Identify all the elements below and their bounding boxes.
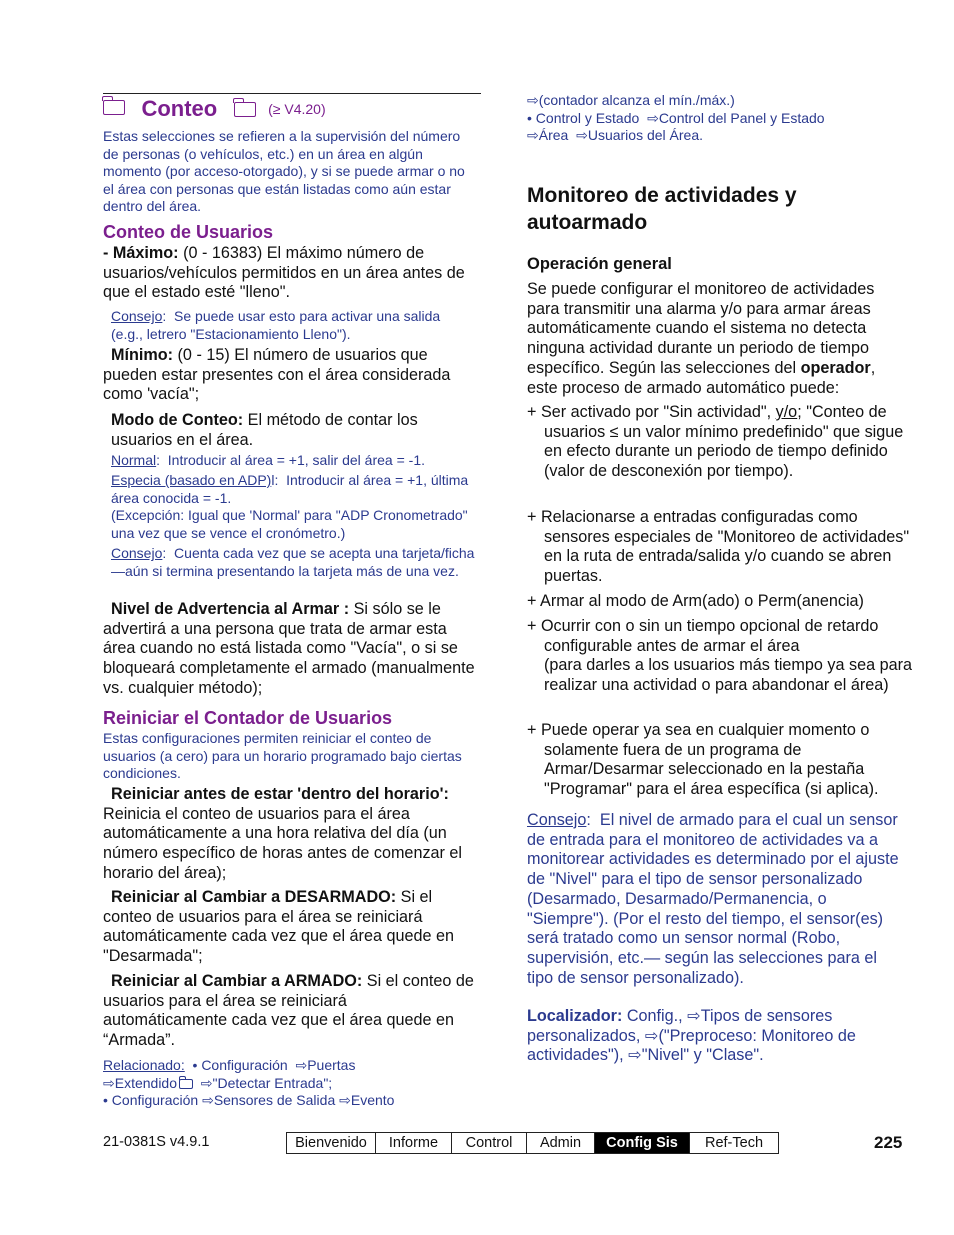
exception-text: (Excepción: Igual que 'Normal' para "ADP Cronometrado" una vez que se vence el cronómetro.) — [111, 507, 468, 541]
arrow-icon: ⇨ — [202, 1092, 214, 1108]
normal-label: Normal — [111, 452, 157, 468]
mode-setting — [111, 411, 475, 450]
max-label: Máximo: — [112, 244, 179, 262]
normal-text: Introducir al área = +1, salir del área = -1. — [167, 452, 425, 468]
footer-nav — [286, 1132, 779, 1154]
tip-1: Consejo: Se puede usar esto para activar una salida (e.g., letrero "Estacionamiento Lleno"). — [111, 308, 441, 342]
top-links: ⇨(contador alcanza el mín./máx.) • Control y Estado ⇨Control del Panel y Estado ⇨Área ⇨Usuarios del Área. — [527, 92, 825, 143]
top-link[interactable]: Control del Panel y Estado — [658, 109, 825, 126]
related-link[interactable]: Puertas — [307, 1057, 356, 1073]
mode-label: Modo de Conteo: — [111, 411, 244, 429]
reset-schedule-setting — [103, 785, 475, 884]
bullet-text: + Ocurrir con o sin un tiempo opcional de retardo configurable antes de armar el área — [527, 617, 879, 655]
related-link[interactable]: "Detectar Entrada"; — [212, 1074, 333, 1091]
warn-label: Nivel de Advertencia al Armar : — [111, 600, 350, 618]
bullet-item: + Armar al modo de Arm(ado) o Perm(anencia) — [527, 592, 864, 610]
reset1-text: Reinicia el conteo de usuarios para el área automáticamente a una hora relativa del día (un número específico de horas antes de comenzar el horario del área); — [103, 804, 463, 882]
mode-normal: Normal: Introducir al área = +1, salir del área = -1. — [111, 452, 425, 468]
tip-text: Se puede usar esto para activar una salida (e.g., letrero "Estacionamiento Lleno"). — [111, 308, 441, 342]
arrow-icon: ⇨ — [339, 1092, 351, 1108]
bullet-item: + Relacionarse a entradas configuradas como sensores especiales de "Monitoreo de actividades" en la ruta de entrada/salida y/o cuando se abren puertas. — [527, 508, 910, 586]
tip-label: Consejo — [111, 545, 163, 561]
arrow-icon: ⇨ — [628, 1046, 642, 1065]
max-setting: - Máximo: (0 - 16383) El máximo número de usuarios/vehículos permitidos en un área antes de que el estado esté "lleno". — [103, 244, 465, 302]
reset-intro: Estas configuraciones permiten reiniciar el conteo de usuarios (a cero) para un horario programado bajo ciertas condiciones. — [103, 730, 462, 781]
tip-text: El nivel de armado para el cual un sensor de entrada para el monitoreo de actividades va a monitorear actividades es determinado por el ajuste de "Nivel" para el tipo de sensor personalizado (Desarmado, Desarmado/Permanencia, o "Siempre"). (Por el resto del tiempo, el sensor(es) será tratado como un sensor normal (Robo, supervisión, etc.— según las selecciones para el tipo de sensor personalizado). — [527, 811, 899, 987]
version-note: (≥ V4.20) — [268, 101, 326, 117]
column-rule — [103, 93, 481, 94]
related-link[interactable]: Extendido — [114, 1074, 178, 1091]
related-link[interactable]: Configuración — [201, 1057, 288, 1073]
arrow-icon: ⇨ — [527, 92, 539, 108]
locator-link[interactable]: ("Preproceso: Monitoreo de actividades"), — [527, 1026, 856, 1065]
arrow-icon: ⇨ — [687, 1007, 701, 1025]
tip-3: Consejo: El nivel de armado para el cual un sensor de entrada para el monitoreo de actividades va a monitorear actividades es determinado por el ajuste de "Nivel" para el tipo de sensor personalizado (Desarmado, Desarmado/Permanencia, o "Siempre"). (Por el resto del tiempo, el sensor(es) será tratado como un sensor normal (Robo, supervisión, etc.— según las selecciones para el tipo de sensor personalizado). — [527, 811, 899, 987]
mode-special: Especia (basado en ADP)l: Introducir al área = +1, última área conocida = -1. (Excepción: Igual que 'Normal' para "ADP Cronometrado" una vez que se vence el cronómetro.) — [111, 472, 469, 541]
folder-icon — [103, 100, 125, 115]
folder-icon — [234, 102, 256, 117]
reset-arm-setting — [103, 972, 475, 1051]
tab-config-sis[interactable]: Config Sis — [595, 1133, 690, 1153]
general-paragraph — [527, 280, 907, 398]
bullet-item — [527, 403, 914, 482]
top-link[interactable]: Área — [538, 127, 569, 143]
arrow-icon: ⇨ — [295, 1057, 308, 1073]
intro-text: Estas selecciones se refieren a la supervisión del número de personas (o vehículos, etc.) en un área en algún momento (por acceso-otorgado), y si se puede armar o no el área con personas que están listadas como aún estar dentro del área. — [103, 128, 465, 214]
locator-label: Localizador: — [527, 1007, 623, 1025]
tip-label: Consejo — [111, 308, 163, 324]
tab-admin[interactable]: Admin — [527, 1133, 595, 1153]
top-link[interactable]: Usuarios del Área. — [587, 127, 703, 143]
locator-link[interactable]: "Nivel" y "Clase". — [641, 1046, 764, 1065]
reset3-label: Reiniciar al Cambiar a ARMADO: — [111, 972, 363, 990]
reset2-text: Si el conteo de usuarios para el área se reiniciará automáticamente cada vez que el área quede en "Desarmada"; — [103, 888, 454, 966]
bullet-text: + Ser activado por "Sin actividad", — [527, 403, 772, 421]
tab-informe[interactable]: Informe — [376, 1133, 452, 1153]
bullet-item — [527, 617, 918, 696]
page-number: 225 — [874, 1133, 903, 1152]
arrow-icon: ⇨ — [103, 1074, 115, 1091]
folder-icon — [179, 1079, 193, 1089]
locator-link[interactable]: Config., — [626, 1007, 683, 1025]
reset1-label: Reiniciar antes de estar 'dentro del horario': — [111, 785, 449, 803]
operator-term: operador — [800, 358, 871, 377]
section-heading: Monitoreo de actividades y autoarmado — [527, 184, 797, 234]
sub-heading: Operación general — [527, 255, 672, 273]
reset2-label: Reiniciar al Cambiar a DESARMADO: — [111, 888, 397, 906]
tab-bienvenido[interactable]: Bienvenido — [287, 1133, 376, 1153]
related-link[interactable]: Configuración — [111, 1092, 199, 1108]
min-text: (0 - 15) El número de usuarios que pueden estar presentes con el área considerada como 'vacía"; — [103, 346, 451, 404]
bullet-text: (para darles a los usuarios más tiempo ya sea para realizar una actividad o para abandonar el área) — [544, 656, 912, 695]
locator-link[interactable]: Tipos de sensores personalizados, — [527, 1007, 833, 1045]
min-setting — [103, 346, 475, 405]
arrow-icon: ⇨ — [647, 109, 659, 126]
related-links: Relacionado: • Configuración ⇨Puertas ⇨Extendido ⇨"Detectar Entrada"; • Configuración ⇨Sensores de Salida ⇨Evento — [103, 1057, 395, 1108]
section-title: Conteo — [141, 96, 218, 121]
doc-id: 21-0381S v4.9.1 — [103, 1134, 210, 1150]
section-title-row — [103, 96, 483, 124]
bullet-text: y/o — [775, 403, 798, 421]
tip-label: Consejo — [527, 811, 587, 829]
related-link[interactable]: Evento — [350, 1092, 395, 1108]
min-label: Mínimo: — [111, 346, 174, 364]
reset-disarm-setting — [103, 888, 475, 967]
bullet-text: ; "Conteo de usuarios ≤ un valor mínimo predefinido" que sigue en efecto durante un periodo de tiempo definido (valor de desconexión por tiempo). — [544, 403, 904, 481]
arrow-icon: ⇨ — [576, 127, 588, 143]
tip-text: Cuenta cada vez que se acepta una tarjeta/ficha—aún si termina presentando la tarjeta más de una vez. — [111, 545, 475, 579]
top-link[interactable]: Control y Estado — [535, 109, 640, 126]
related-link[interactable]: Sensores de Salida — [213, 1092, 336, 1108]
arrow-icon: ⇨ — [200, 1074, 213, 1091]
tab-ref-tech[interactable]: Ref-Tech — [704, 1135, 764, 1151]
locator — [527, 1007, 901, 1066]
special-text: Introducir al área = +1, última área conocida = -1. — [111, 472, 469, 506]
arrow-icon: ⇨ — [644, 1026, 659, 1045]
special-label: Especia (basado en ADP) — [111, 472, 272, 488]
reset3-text: Si el conteo de usuarios para el área se reiniciará automáticamente cada vez que el área quede en “Armada”. — [103, 972, 474, 1050]
related-label: Relacionado: — [103, 1057, 185, 1073]
paragraph-text: Se puede configurar el monitoreo de actividades para transmitir una alarma y/o para armar áreas automáticamente cuando el sistema no detecta ninguna actividad durante un periodo de tiempo específico. Según las selecciones del — [527, 280, 875, 377]
tip-2: Consejo: Cuenta cada vez que se acepta una tarjeta/ficha—aún si termina presentando la tarjeta más de una vez. — [111, 545, 475, 579]
bullet-item: + Puede operar ya sea en cualquier momento o solamente fuera de un programa de Armar/Desarmar seleccionado en la pestaña "Programar" para el área específica (si aplica). — [527, 721, 879, 799]
reset-heading: Reiniciar el Contador de Usuarios — [103, 708, 393, 728]
top-link[interactable]: (contador alcanza el mín./máx.) — [538, 92, 735, 108]
mode-text: El método de contar los usuarios en el área. — [111, 411, 418, 449]
warn-text: Si sólo se le advertirá a una persona que trata de armar esta área cuando no está listada como "Vacía", o si se bloqueará completamente el armado (manualmente vs. cualquier método); — [103, 600, 475, 697]
max-text: (0 - 16383) El máximo número de usuarios/vehículos permitidos en un área antes de que el estado esté "lleno". — [103, 244, 465, 302]
warn-setting — [103, 600, 479, 699]
tab-control[interactable]: Control — [452, 1133, 527, 1153]
users-count-heading: Conteo de Usuarios — [103, 222, 274, 242]
arrow-icon: ⇨ — [527, 127, 539, 143]
paragraph-text: , este proceso de armado automático puede: — [527, 358, 876, 397]
